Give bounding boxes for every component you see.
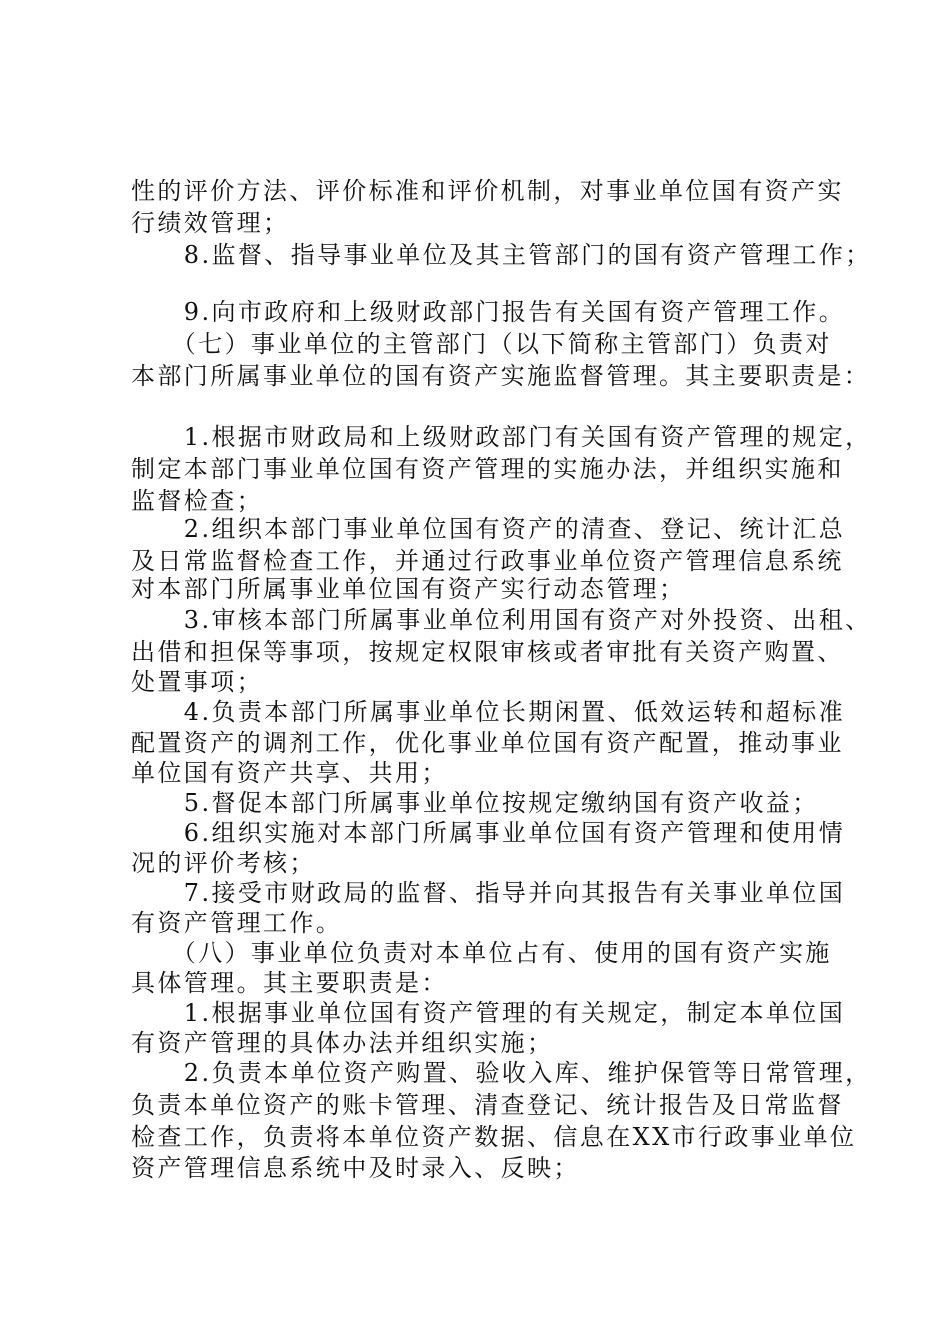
text-line: 行绩效管理； — [131, 209, 290, 237]
text-line: 有资产管理工作。 — [131, 909, 343, 937]
text-line: 及日常监督检查工作，并通过行政事业单位资产管理信息系统 — [131, 547, 844, 575]
text-line: 配置资产的调剂工作，优化事业单位国有资产配置，推动事业 — [131, 729, 844, 757]
text-line: 资产管理信息系统中及时录入、反映； — [131, 1154, 580, 1182]
text-line: 处置事项； — [131, 668, 263, 696]
text-line: 4.负责本部门所属事业单位长期闲置、低效运转和超标准 — [131, 698, 846, 726]
text-line: 有资产管理的具体办法并组织实施； — [131, 1029, 554, 1057]
text-line: 2.负责本单位资产购置、验收入库、维护保管等日常管理， — [131, 1059, 872, 1087]
text-line: 监督检查； — [131, 487, 263, 515]
text-line: 检查工作，负责将本单位资产数据、信息在XX市行政事业单位 — [131, 1123, 857, 1151]
text-line: 对本部门所属事业单位国有资产实行动态管理； — [131, 575, 686, 603]
text-line: 1.根据市财政局和上级财政部门有关国有资产管理的规定， — [131, 423, 872, 451]
text-line: 3.审核本部门所属事业单位利用国有资产对外投资、出租、 — [131, 606, 872, 634]
text-line: 5.督促本部门所属事业单位按规定缴纳国有资产收益； — [131, 789, 819, 817]
text-line: 9.向市政府和上级财政部门报告有关国有资产管理工作。 — [131, 298, 846, 326]
text-line: 2.组织本部门事业单位国有资产的清查、登记、统计汇总 — [131, 515, 846, 543]
text-line: 出借和担保等事项，按规定权限审核或者审批有关资产购置、 — [131, 638, 844, 666]
text-line: 性的评价方法、评价标准和评价机制，对事业单位国有资产实 — [131, 177, 844, 205]
text-line: 8.监督、指导事业单位及其主管部门的国有资产管理工作； — [131, 241, 872, 269]
text-line: 本部门所属事业单位的国有资产实施监督管理。其主要职责是： — [131, 362, 871, 390]
text-line: 1.根据事业单位国有资产管理的有关规定，制定本单位国 — [131, 999, 846, 1027]
text-line: （八）事业单位负责对本单位占有、使用的国有资产实施 — [131, 939, 832, 967]
text-line: 负责本单位资产的账卡管理、清查登记、统计报告及日常监督 — [131, 1091, 844, 1119]
text-line: 单位国有资产共享、共用； — [131, 759, 448, 787]
text-line: 况的评价考核； — [131, 849, 316, 877]
text-line: 具体管理。其主要职责是： — [131, 969, 448, 997]
text-line: 制定本部门事业单位国有资产管理的实施办法，并组织实施和 — [131, 455, 844, 483]
text-line: （七）事业单位的主管部门（以下简称主管部门）负责对 — [131, 330, 832, 358]
text-line: 6.组织实施对本部门所属事业单位国有资产管理和使用情 — [131, 819, 846, 847]
text-line: 7.接受市财政局的监督、指导并向其报告有关事业单位国 — [131, 879, 846, 907]
